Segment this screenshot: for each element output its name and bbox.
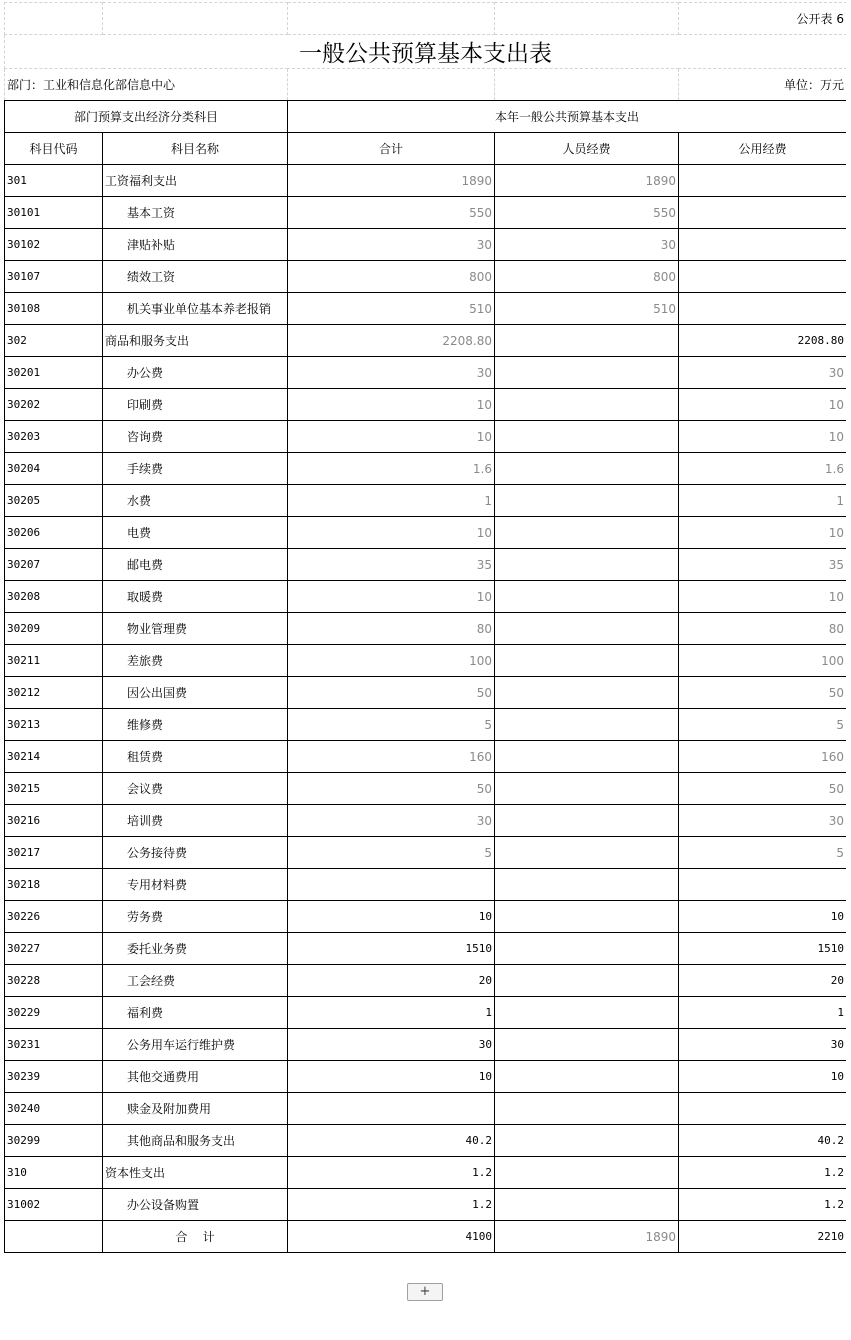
- row-name: 租赁费: [103, 741, 288, 773]
- row-public: 30: [679, 357, 847, 389]
- row-personnel: [495, 965, 679, 997]
- row-total: [288, 869, 495, 901]
- row-public: 80: [679, 613, 847, 645]
- row-public: 5: [679, 709, 847, 741]
- row-total: 35: [288, 549, 495, 581]
- table-row: [5, 613, 847, 645]
- row-code: 30208: [5, 581, 103, 613]
- row-name: 资本性支出: [103, 1157, 288, 1189]
- row-total: 30: [288, 357, 495, 389]
- row-public: 10: [679, 389, 847, 421]
- row-code: 30206: [5, 517, 103, 549]
- row-total: 10: [288, 517, 495, 549]
- row-name: 物业管理费: [103, 613, 288, 645]
- row-code: 30205: [5, 485, 103, 517]
- row-name: 公务接待费: [103, 837, 288, 869]
- row-public: 1.2: [679, 1189, 847, 1221]
- row-code: 30201: [5, 357, 103, 389]
- table-row: [5, 933, 847, 965]
- row-personnel: [495, 773, 679, 805]
- table-row: [5, 709, 847, 741]
- row-name: 邮电费: [103, 549, 288, 581]
- row-total: 160: [288, 741, 495, 773]
- row-personnel: [495, 869, 679, 901]
- table-row: [5, 485, 847, 517]
- row-total: 510: [288, 293, 495, 325]
- row-total: 1.2: [288, 1157, 495, 1189]
- row-personnel: [495, 485, 679, 517]
- row-public: 10: [679, 517, 847, 549]
- table-row: [5, 677, 847, 709]
- row-public: [679, 869, 847, 901]
- row-name: 水费: [103, 485, 288, 517]
- row-personnel: [495, 741, 679, 773]
- row-name: 专用材料费: [103, 869, 288, 901]
- unit-label: 单位：万元: [679, 69, 847, 101]
- row-name: 委托业务费: [103, 933, 288, 965]
- row-public: 10: [679, 421, 847, 453]
- row-code: 31002: [5, 1189, 103, 1221]
- row-public: [679, 1093, 847, 1125]
- row-code: 30102: [5, 229, 103, 261]
- table-row: [5, 357, 847, 389]
- row-code: 30214: [5, 741, 103, 773]
- row-name: 因公出国费: [103, 677, 288, 709]
- row-name: 工会经费: [103, 965, 288, 997]
- row-name: 工资福利支出: [103, 165, 288, 197]
- sheet-right-edge: [846, 0, 851, 1300]
- table-row: [5, 1189, 847, 1221]
- table-row: [5, 1029, 847, 1061]
- row-code: 30217: [5, 837, 103, 869]
- row-public: 2208.80: [679, 325, 847, 357]
- row-personnel: [495, 613, 679, 645]
- row-personnel: [495, 1157, 679, 1189]
- row-name: 办公设备购置: [103, 1189, 288, 1221]
- row-name: 劳务费: [103, 901, 288, 933]
- row-public: 1.6: [679, 453, 847, 485]
- row-total: 30: [288, 1029, 495, 1061]
- sum-public: 2210: [679, 1221, 847, 1253]
- table-row: [5, 741, 847, 773]
- column-header-row: [5, 133, 847, 165]
- row-personnel: [495, 709, 679, 741]
- row-name: 办公费: [103, 357, 288, 389]
- table-row: [5, 1157, 847, 1189]
- row-public: [679, 229, 847, 261]
- row-name: 基本工资: [103, 197, 288, 229]
- table-row: [5, 453, 847, 485]
- row-total: 1.6: [288, 453, 495, 485]
- row-total: 2208.80: [288, 325, 495, 357]
- table-row: [5, 1125, 847, 1157]
- row-personnel: 1890: [495, 165, 679, 197]
- header-personnel: 人员经费: [495, 133, 679, 165]
- table-row: [5, 517, 847, 549]
- row-public: 50: [679, 773, 847, 805]
- row-code: 30228: [5, 965, 103, 997]
- row-personnel: [495, 453, 679, 485]
- header-group-right: 本年一般公共预算基本支出: [288, 101, 847, 133]
- row-public: 1: [679, 485, 847, 517]
- row-public: 10: [679, 901, 847, 933]
- table-number: 公开表 6: [679, 3, 847, 35]
- header-code: 科目代码: [5, 133, 103, 165]
- table-row: [5, 165, 847, 197]
- row-personnel: [495, 1125, 679, 1157]
- page-title: 一般公共预算基本支出表: [5, 35, 847, 69]
- sum-personnel: 1890: [495, 1221, 679, 1253]
- row-code: 30218: [5, 869, 103, 901]
- sum-row: [5, 1221, 847, 1253]
- table-row: [5, 1093, 847, 1125]
- row-public: 1.2: [679, 1157, 847, 1189]
- row-name: 差旅费: [103, 645, 288, 677]
- row-total: 80: [288, 613, 495, 645]
- table-row: [5, 229, 847, 261]
- row-personnel: 30: [495, 229, 679, 261]
- row-total: 30: [288, 229, 495, 261]
- row-personnel: [495, 421, 679, 453]
- group-header-row: [5, 101, 847, 133]
- row-code: 30240: [5, 1093, 103, 1125]
- add-sheet-button[interactable]: +: [407, 1283, 443, 1301]
- row-personnel: [495, 549, 679, 581]
- row-code: 30212: [5, 677, 103, 709]
- row-public: [679, 293, 847, 325]
- row-total: 10: [288, 901, 495, 933]
- budget-sheet: [4, 2, 847, 1253]
- row-name: 维修费: [103, 709, 288, 741]
- row-code: 30202: [5, 389, 103, 421]
- row-name: 公务用车运行维护费: [103, 1029, 288, 1061]
- row-personnel: [495, 997, 679, 1029]
- row-total: 10: [288, 581, 495, 613]
- table-number-row: [5, 3, 847, 35]
- row-public: [679, 165, 847, 197]
- row-total: 800: [288, 261, 495, 293]
- header-public: 公用经费: [679, 133, 847, 165]
- table-row: [5, 837, 847, 869]
- row-name: 印刷费: [103, 389, 288, 421]
- row-public: 10: [679, 1061, 847, 1093]
- header-total: 合计: [288, 133, 495, 165]
- row-public: [679, 197, 847, 229]
- row-code: 30216: [5, 805, 103, 837]
- row-code: 30215: [5, 773, 103, 805]
- row-name: 培训费: [103, 805, 288, 837]
- sum-label: 合 计: [103, 1221, 288, 1253]
- row-name: 福利费: [103, 997, 288, 1029]
- table-row: [5, 261, 847, 293]
- table-row: [5, 965, 847, 997]
- row-personnel: [495, 389, 679, 421]
- row-total: 100: [288, 645, 495, 677]
- row-personnel: [495, 517, 679, 549]
- row-total: 10: [288, 389, 495, 421]
- row-total: 1.2: [288, 1189, 495, 1221]
- row-total: 10: [288, 1061, 495, 1093]
- row-public: 30: [679, 805, 847, 837]
- row-name: 手续费: [103, 453, 288, 485]
- row-total: 40.2: [288, 1125, 495, 1157]
- row-code: 30231: [5, 1029, 103, 1061]
- table-row: [5, 421, 847, 453]
- row-code: 30207: [5, 549, 103, 581]
- row-code: 30108: [5, 293, 103, 325]
- header-group-left: 部门预算支出经济分类科目: [5, 101, 288, 133]
- row-code: 30211: [5, 645, 103, 677]
- table-row: [5, 549, 847, 581]
- row-name: 电费: [103, 517, 288, 549]
- row-code: 30209: [5, 613, 103, 645]
- row-total: 1890: [288, 165, 495, 197]
- row-code: 30226: [5, 901, 103, 933]
- row-name: 咨询费: [103, 421, 288, 453]
- row-total: 1: [288, 485, 495, 517]
- row-code: 302: [5, 325, 103, 357]
- row-personnel: [495, 837, 679, 869]
- title-row: [5, 35, 847, 69]
- row-name: 取暖费: [103, 581, 288, 613]
- table-row: [5, 581, 847, 613]
- row-total: 1: [288, 997, 495, 1029]
- row-name: 赎金及附加费用: [103, 1093, 288, 1125]
- row-personnel: [495, 1029, 679, 1061]
- row-personnel: [495, 1189, 679, 1221]
- table-row: [5, 645, 847, 677]
- row-name: 其他商品和服务支出: [103, 1125, 288, 1157]
- row-total: 1510: [288, 933, 495, 965]
- row-public: 50: [679, 677, 847, 709]
- row-name: 绩效工资: [103, 261, 288, 293]
- row-total: 10: [288, 421, 495, 453]
- row-public: 20: [679, 965, 847, 997]
- row-total: 5: [288, 709, 495, 741]
- row-total: [288, 1093, 495, 1125]
- row-public: 1: [679, 997, 847, 1029]
- department-label: 部门：工业和信息化部信息中心: [5, 69, 288, 101]
- table-row: [5, 997, 847, 1029]
- row-code: 310: [5, 1157, 103, 1189]
- row-name: 会议费: [103, 773, 288, 805]
- row-name: 津贴补贴: [103, 229, 288, 261]
- row-code: 30107: [5, 261, 103, 293]
- row-public: 35: [679, 549, 847, 581]
- row-personnel: [495, 581, 679, 613]
- table-row: [5, 869, 847, 901]
- row-personnel: [495, 677, 679, 709]
- row-name: 机关事业单位基本养老报销: [103, 293, 288, 325]
- row-personnel: [495, 1093, 679, 1125]
- table-row: [5, 325, 847, 357]
- row-personnel: 800: [495, 261, 679, 293]
- row-name: 商品和服务支出: [103, 325, 288, 357]
- sum-total: 4100: [288, 1221, 495, 1253]
- table-row: [5, 1061, 847, 1093]
- row-personnel: [495, 933, 679, 965]
- row-code: 30213: [5, 709, 103, 741]
- row-personnel: [495, 325, 679, 357]
- row-public: 160: [679, 741, 847, 773]
- row-code: 30227: [5, 933, 103, 965]
- row-code: 30203: [5, 421, 103, 453]
- row-code: 30239: [5, 1061, 103, 1093]
- row-personnel: [495, 357, 679, 389]
- row-public: 30: [679, 1029, 847, 1061]
- row-personnel: 550: [495, 197, 679, 229]
- row-personnel: 510: [495, 293, 679, 325]
- row-total: 50: [288, 677, 495, 709]
- row-public: 1510: [679, 933, 847, 965]
- row-public: 100: [679, 645, 847, 677]
- row-total: 550: [288, 197, 495, 229]
- table-row: [5, 805, 847, 837]
- header-name: 科目名称: [103, 133, 288, 165]
- row-total: 30: [288, 805, 495, 837]
- table-row: [5, 773, 847, 805]
- row-total: 20: [288, 965, 495, 997]
- row-public: 10: [679, 581, 847, 613]
- row-personnel: [495, 805, 679, 837]
- row-code: 30101: [5, 197, 103, 229]
- row-name: 其他交通费用: [103, 1061, 288, 1093]
- row-code: 30299: [5, 1125, 103, 1157]
- row-code: 301: [5, 165, 103, 197]
- row-personnel: [495, 901, 679, 933]
- table-row: [5, 197, 847, 229]
- row-code: 30204: [5, 453, 103, 485]
- row-total: 5: [288, 837, 495, 869]
- table-row: [5, 901, 847, 933]
- row-code: 30229: [5, 997, 103, 1029]
- table-row: [5, 389, 847, 421]
- row-public: 5: [679, 837, 847, 869]
- row-personnel: [495, 645, 679, 677]
- row-personnel: [495, 1061, 679, 1093]
- meta-row: [5, 69, 847, 101]
- row-total: 50: [288, 773, 495, 805]
- row-public: 40.2: [679, 1125, 847, 1157]
- table-row: [5, 293, 847, 325]
- row-public: [679, 261, 847, 293]
